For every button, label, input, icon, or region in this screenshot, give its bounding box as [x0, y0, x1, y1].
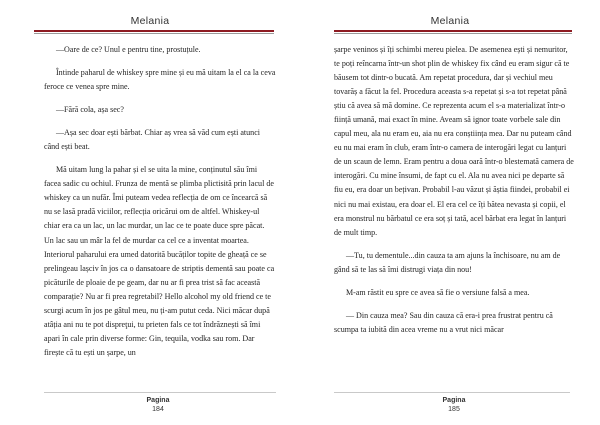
paragraph: —Fără cola, așa sec? [56, 105, 124, 115]
header-rule [34, 30, 274, 32]
paragraph: — Din cauza mea? Sau din cauza că era-i prea frustrat pentru că scumpa ta iubită din acea vreme nu a vrut nici măcar [334, 310, 553, 334]
paragraph: Întinde paharul de whiskey spre mine și eu mă uitam la el ca la ceva feroce ce venea spre mine. [44, 68, 276, 92]
page-number: 185 [448, 406, 460, 413]
header-sub-rule [334, 33, 572, 34]
paragraph: —Tu, tu dementule...din cauza ta am ajuns la închisoare, nu am de gând să te las să îmi distrugi viața din nou! [334, 250, 561, 274]
paragraph: —Așa sec doar ești bărbat. Chiar aș vrea să văd cum ești atunci când ești beat. [44, 128, 261, 152]
page-body [44, 43, 276, 360]
footer-page-label: Pagina [442, 397, 466, 404]
page-number: 184 [152, 406, 164, 413]
right-page [300, 0, 600, 425]
page-header-title: Melania [430, 15, 470, 27]
paragraph: Mă uitam lung la pahar și el se uita la mine, conținutul său îmi facea sadic cu ochiul. Frunza de mentă se plimba plictisită prin lacul de whiskey ca un nufăr. Îmi puteam vedea reflecția de om ce încearcă să nu se lasă pradă viciilor, reflecția oricărui om de altfel. Whiskey-ul chiar era ca un lac, un lac murdar, un lac ce te poate duce spre păcat. Un lac sau un mâr la fel de murdar ca cel ce a inventat moartea. Interiorul paharului era umed datorită bucăților topite de gheață ce se prelingeau lașciv în jos ca o dansatoare de striptis dementă sau poate ca picăturile de ploaie de pe geam, dar nu ar fi prea trist să fac această comparație? Nu ar fi prea regretabil? Hello alcohol my old friend ce te scurgi acum în jos pe gâtul meu, nu ți-am putut ceda. Nici măcar după atâția ani nu te pot dispreţui, tu prieten fals ce tot îndrăznești să îmi apari în cale prin diverse forme: Gin, tequila, vodka sau rom. Dar firește că tu ești un șarpe, un [44, 165, 275, 357]
page-body [334, 43, 574, 337]
footer-rule [44, 392, 276, 393]
page-header-title: Melania [130, 15, 170, 27]
header-rule [334, 30, 572, 32]
paragraph: șarpe veninos și îți schimbi mereu pielea. De asemenea ești și nemuritor, te poți reîncarna într-un shot plin de whiskey fix când eu eram sigur că te băusem tot dintr-o bucată. Am repetat procedura, dar și vechiul meu tovarăș a făcut la fel. Procedura aceasta s-a repetat și s-a tot repetat până știu că avea să mă domine. Ce reprezenta acum el s-a materializat într-o ființă umană, mai exact în mine. Aveam să ignor toate vorbele sale din capul meu, ala nu eram eu, aia nu era conștiința mea. Dar nu puteam când eu nu mai eram în club, eram într-o camera de interogări legat cu lanțuri de un scaun de lemn. Eram pentru a doua oară într-o blestemată camera de interogări. Cu mine însumi, de fapt cu el. Ala nu avea nici pe departe să fiu eu, era doar un bețivan. Probabil l-au văzut și ăștia fiindei, probabil ei nici nu mai existau, era doar el. El era cel ce îți bătea nevasta și copii, el era monstrul nu bărbatul ce era soț și tată, acel bărbat era legat în lanțuri de mult timp. [334, 45, 574, 237]
footer-rule [334, 392, 570, 393]
footer-page-label: Pagina [146, 397, 170, 404]
paragraph: M-am răstit eu spre ce avea să fie o versiune falsă a mea. [346, 287, 530, 297]
paragraph: —Oare de ce? Unul e pentru tine, prostuțule. [56, 45, 201, 54]
header-sub-rule [34, 33, 274, 34]
